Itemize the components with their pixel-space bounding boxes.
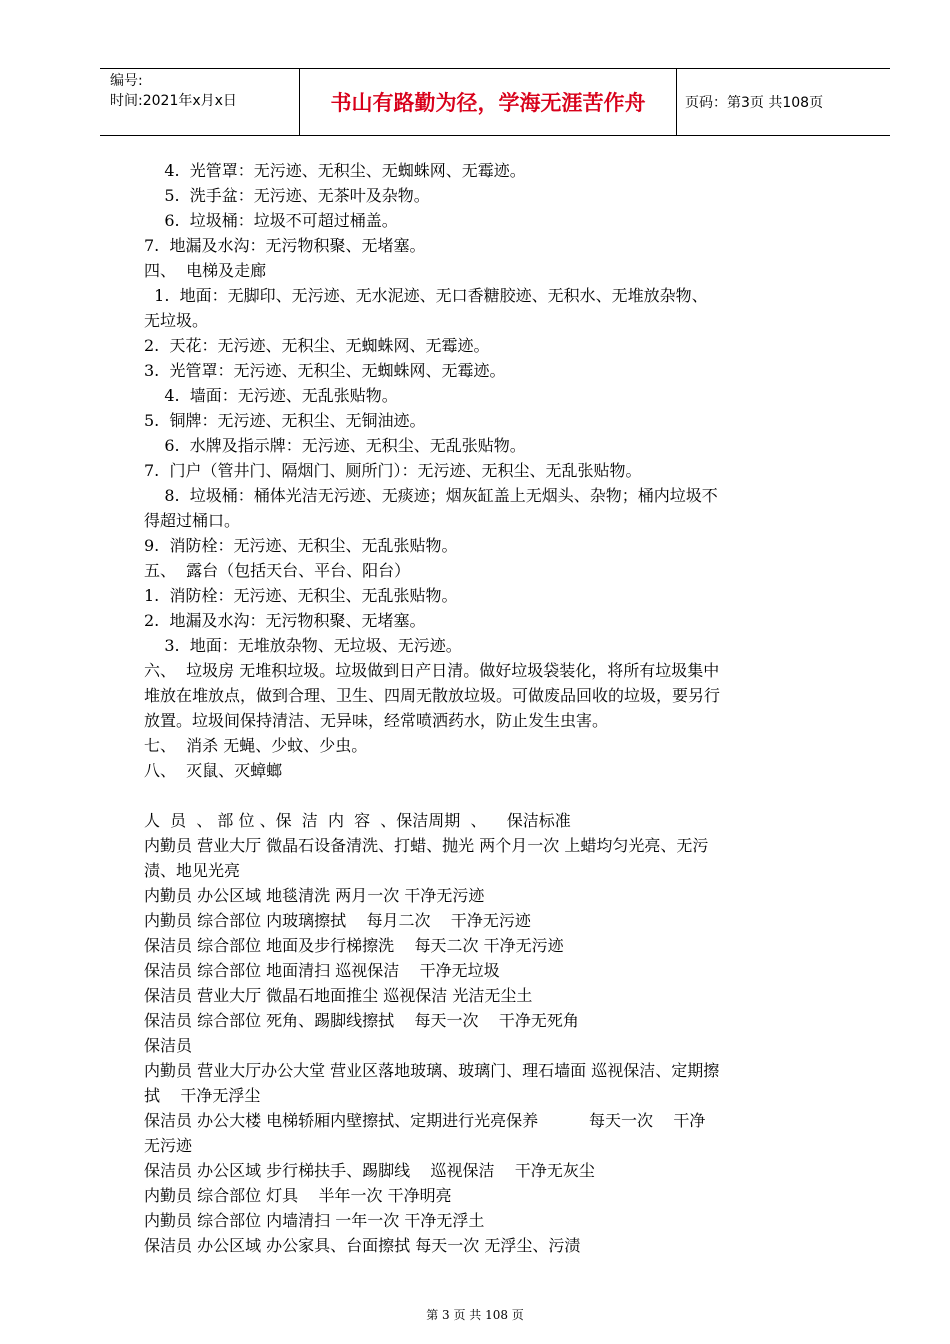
text-line: 人 员 、 部 位 、保 洁 内 容 、保洁周期 、 保洁标准	[144, 811, 571, 830]
text-line: 保洁员 综合部位 死角、踢脚线擦拭 每天一次 干净无死角	[144, 1011, 579, 1030]
document-number-label: 编号:	[110, 73, 143, 89]
text-line: 1. 地面：无脚印、无污迹、无水泥迹、无口香糖胶迹、无积水、无堆放杂物、	[144, 286, 708, 305]
header-page-info: 页码：第3页 共108页	[685, 95, 824, 111]
text-line: 2. 天花：无污迹、无积尘、无蜘蛛网、无霉迹。	[144, 336, 490, 355]
text-line: 3. 光管罩：无污迹、无积尘、无蜘蛛网、无霉迹。	[144, 361, 506, 380]
text-line: 6. 水牌及指示牌：无污迹、无积尘、无乱张贴物。	[144, 436, 526, 455]
page-header	[100, 68, 890, 136]
document-time-label: 时间:2021年x月x日	[110, 93, 237, 109]
header-motto: 书山有路勤为径，学海无涯苦作舟	[300, 69, 677, 135]
text-line: 保洁员 综合部位 地面清扫 巡视保洁 干净无垃圾	[144, 961, 500, 980]
text-line: 内勤员 营业大厅 微晶石设备清洗、打蜡、抛光 两个月一次 上蜡均匀光亮、无污	[144, 836, 709, 855]
page-footer: 第 3 页 共 108 页	[426, 1308, 524, 1322]
text-line: 8. 垃圾桶：桶体光洁无污迹、无痰迹；烟灰缸盖上无烟头、杂物；桶内垃圾不	[144, 486, 718, 505]
text-line: 保洁员 综合部位 地面及步行梯擦洗 每天二次 干净无污迹	[144, 936, 564, 955]
text-line: 四、 电梯及走廊	[144, 261, 267, 280]
text-line: 无垃圾。	[144, 311, 209, 330]
text-line: 9. 消防栓：无污迹、无积尘、无乱张贴物。	[144, 536, 458, 555]
text-line	[144, 783, 844, 808]
text-line: 4. 光管罩：无污迹、无积尘、无蜘蛛网、无霉迹。	[144, 161, 526, 180]
text-line: 5. 铜牌：无污迹、无积尘、无铜油迹。	[144, 411, 426, 430]
text-line: 堆放在堆放点，做到合理、卫生、四周无散放垃圾。可做废品回收的垃圾，要另行	[144, 686, 721, 705]
text-line: 保洁员 办公区域 办公家具、台面擦拭 每天一次 无浮尘、污渍	[144, 1236, 581, 1255]
text-line: 内勤员 综合部位 内玻璃擦拭 每月二次 干净无污迹	[144, 911, 531, 930]
text-line: 7. 门户（管井门、隔烟门、厕所门）：无污迹、无积尘、无乱张贴物。	[144, 461, 642, 480]
text-line: 5. 洗手盆：无污迹、无茶叶及杂物。	[144, 186, 430, 205]
text-line: 八、 灭鼠、灭蟑螂	[144, 761, 283, 780]
text-line: 保洁员 营业大厅 微晶石地面推尘 巡视保洁 光洁无尘土	[144, 986, 533, 1005]
text-line: 4. 墙面：无污迹、无乱张贴物。	[144, 386, 398, 405]
text-line: 保洁员	[144, 1036, 193, 1055]
text-line: 1. 消防栓：无污迹、无积尘、无乱张贴物。	[144, 586, 458, 605]
text-line: 6. 垃圾桶：垃圾不可超过桶盖。	[144, 211, 398, 230]
document-body	[144, 158, 844, 1258]
text-line: 保洁员 办公区域 步行梯扶手、踢脚线 巡视保洁 干净无灰尘	[144, 1161, 595, 1180]
text-line: 无污迹	[144, 1136, 193, 1155]
text-line: 内勤员 综合部位 灯具 半年一次 干净明亮	[144, 1186, 452, 1205]
text-line: 内勤员 办公区域 地毯清洗 两月一次 干净无污迹	[144, 886, 485, 905]
text-line: 7. 地漏及水沟：无污物积聚、无堵塞。	[144, 236, 426, 255]
text-line: 保洁员 办公大楼 电梯轿厢内壁擦拭、定期进行光亮保养 每天一次 干净	[144, 1111, 706, 1130]
text-line: 七、 消杀 无蝇、少蚊、少虫。	[144, 736, 368, 755]
text-line: 拭 干净无浮尘	[144, 1086, 261, 1105]
text-line: 得超过桶口。	[144, 511, 241, 530]
text-line: 六、 垃圾房 无堆积垃圾。垃圾做到日产日清。做好垃圾袋装化，将所有垃圾集中	[144, 661, 720, 680]
header-meta	[100, 69, 300, 135]
text-line: 内勤员 营业大厅办公大堂 营业区落地玻璃、玻璃门、理石墙面 巡视保洁、定期擦	[144, 1061, 720, 1080]
text-line: 渍、地见光亮	[144, 861, 241, 880]
text-line: 3. 地面：无堆放杂物、无垃圾、无污迹。	[144, 636, 462, 655]
text-line: 内勤员 综合部位 内墙清扫 一年一次 干净无浮土	[144, 1211, 485, 1230]
text-line: 放置。垃圾间保持清洁、无异味，经常喷洒药水，防止发生虫害。	[144, 711, 609, 730]
text-line: 五、 露台（包括天台、平台、阳台）	[144, 561, 411, 580]
text-line: 2. 地漏及水沟：无污物积聚、无堵塞。	[144, 611, 426, 630]
